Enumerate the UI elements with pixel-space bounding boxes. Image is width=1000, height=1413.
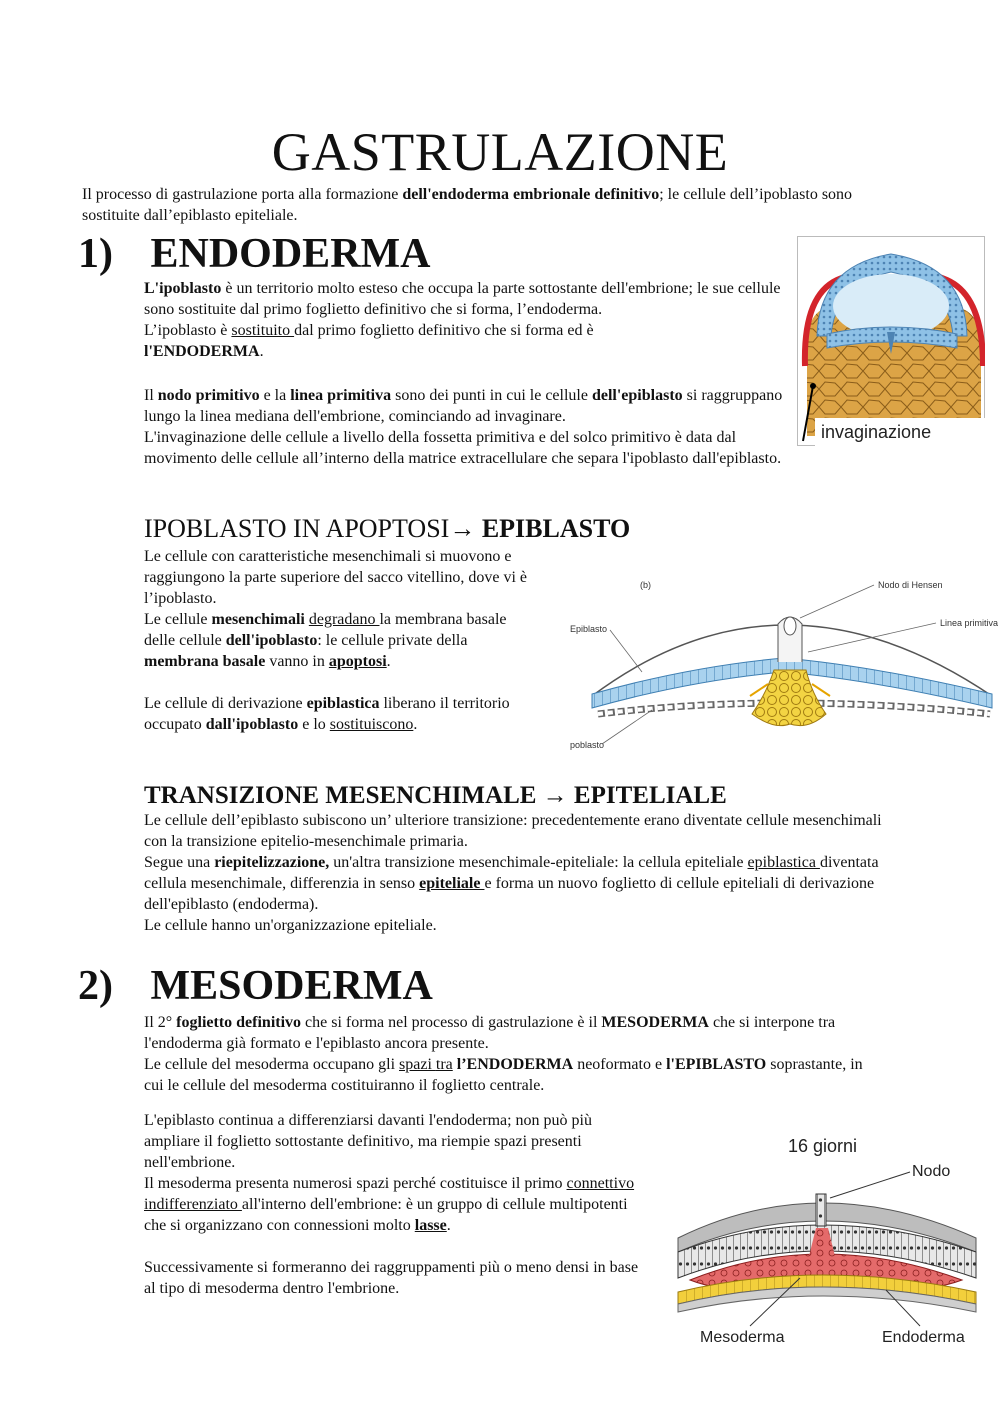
transizione-text: Le cellule dell’epiblasto subiscono un’ ulteriore transizione: precedentemente erano diventate cellule mesenchimali con la transizione epitelio-mesenchimale primaria. Segue una riepitelizzazione, un'altra transizione mesenchimale-epiteliale: la cellula epiteliale epiblastica diventata cellula mesenchimale, differenzia in senso epiteliale e forma un nuovo foglietto di cellule epiteliali di derivazione dell'epiblasto (endoderma). Le cellule hanno un'organizzazione epiteliale. [144, 812, 882, 934]
invaginazione-label: invaginazione [821, 422, 932, 442]
endoderma-label: Endoderma [882, 1329, 965, 1346]
days-label: 16 giorni [788, 1136, 858, 1156]
epiblasto-label: Epiblasto [570, 624, 608, 634]
intro-paragraph: Il processo di gastrulazione porta alla formazione dell'endoderma embrionale definitivo; le cellule dell’ipoblasto sono sostituite dall’epiblasto epiteliale. [82, 186, 853, 224]
mesoderma-paragraph-1: Il 2° foglietto definitivo che si forma nel processo di gastrulazione è il MESODERMA che si interpone tra l'endoderma già formato e l'epiblasto ancora presente. Le cellule del mesoderma occupano gli spazi tra l’ENDODERMA neoformato e l'EPIBLASTO soprastante, in cui le cellule del mesoderma costituiranno il foglietto centrale. [144, 1014, 863, 1094]
nodo-label: Nodo [912, 1163, 951, 1180]
mesoderma-figure [670, 1128, 982, 1350]
section-heading-endoderma: 1) ENDODERMA [78, 231, 431, 277]
page-title: GASTRULAZIONE [271, 122, 729, 182]
nodo-hensen-label: Nodo di Hensen [878, 580, 943, 590]
gastrula-figure [562, 574, 1000, 754]
invaginazione-figure [797, 236, 985, 446]
mesoderma-label: Mesoderma [700, 1329, 785, 1346]
linea-primitiva-label: Linea primitiva [940, 618, 999, 628]
ipoblasto-label: poblasto [570, 740, 605, 750]
apoptosi-heading: IPOBLASTO IN APOPTOSI→ EPIBLASTO [144, 514, 631, 543]
mesoderma-paragraph-2: L'epiblasto continua a differenziarsi davanti l'endoderma; non può più ampliare il foglietto sottostante definitivo, ma riempie spazi presenti nell'embrione. Il mesoderma presenta numerosi spazi perché costituisce il primo connettivo indifferenziato all'interno dell'embrione: è un gruppo di cellule multipotenti che si organizzano con connessioni molto lasse. Successivamente si formeranno dei raggruppamenti più o meno densi in base al tipo di mesoderma dentro l'embrione. [144, 1112, 639, 1297]
endoderma-paragraph-2: Il nodo primitivo e la linea primitiva sono dei punti in cui le cellule dell'epiblasto si raggruppano lungo la linea mediana dell'embrione, cominciando ad invaginare. L'invaginazione delle cellule a livello della fossetta primitiva e del solco primitivo è data dal movimento delle cellule all’interno della matrice extracellulare che separa l'ipoblasto dall'epiblasto. [144, 387, 783, 467]
apoptosi-text: Le cellule con caratteristiche mesenchimali si muovono e raggiungono la parte superiore del sacco vitellino, dove vi è l’ipoblasto. Le cellule mesenchimali degradano la membrana basale delle cellule dell'ipoblasto: le cellule private della membrana basale vanno in apoptosi. Le cellule di derivazione epiblastica liberano il territorio occupato dall'ipoblasto e lo sostituiscono. [144, 548, 527, 733]
endoderma-paragraph-1: L'ipoblasto è un territorio molto esteso che occupa la parte sottostante dell'embrione; le sue cellule sono sostituite dal primo foglietto definitivo che si forma, l’endoderma. L’ipoblasto è sostituito dal primo foglietto definitivo che si forma ed è l'ENDODERMA. [144, 280, 781, 360]
panel-label: (b) [640, 580, 651, 590]
section-heading-mesoderma: 2) MESODERMA [78, 963, 433, 1009]
transizione-heading: TRANSIZIONE MESENCHIMALE → EPITELIALE [144, 782, 727, 809]
